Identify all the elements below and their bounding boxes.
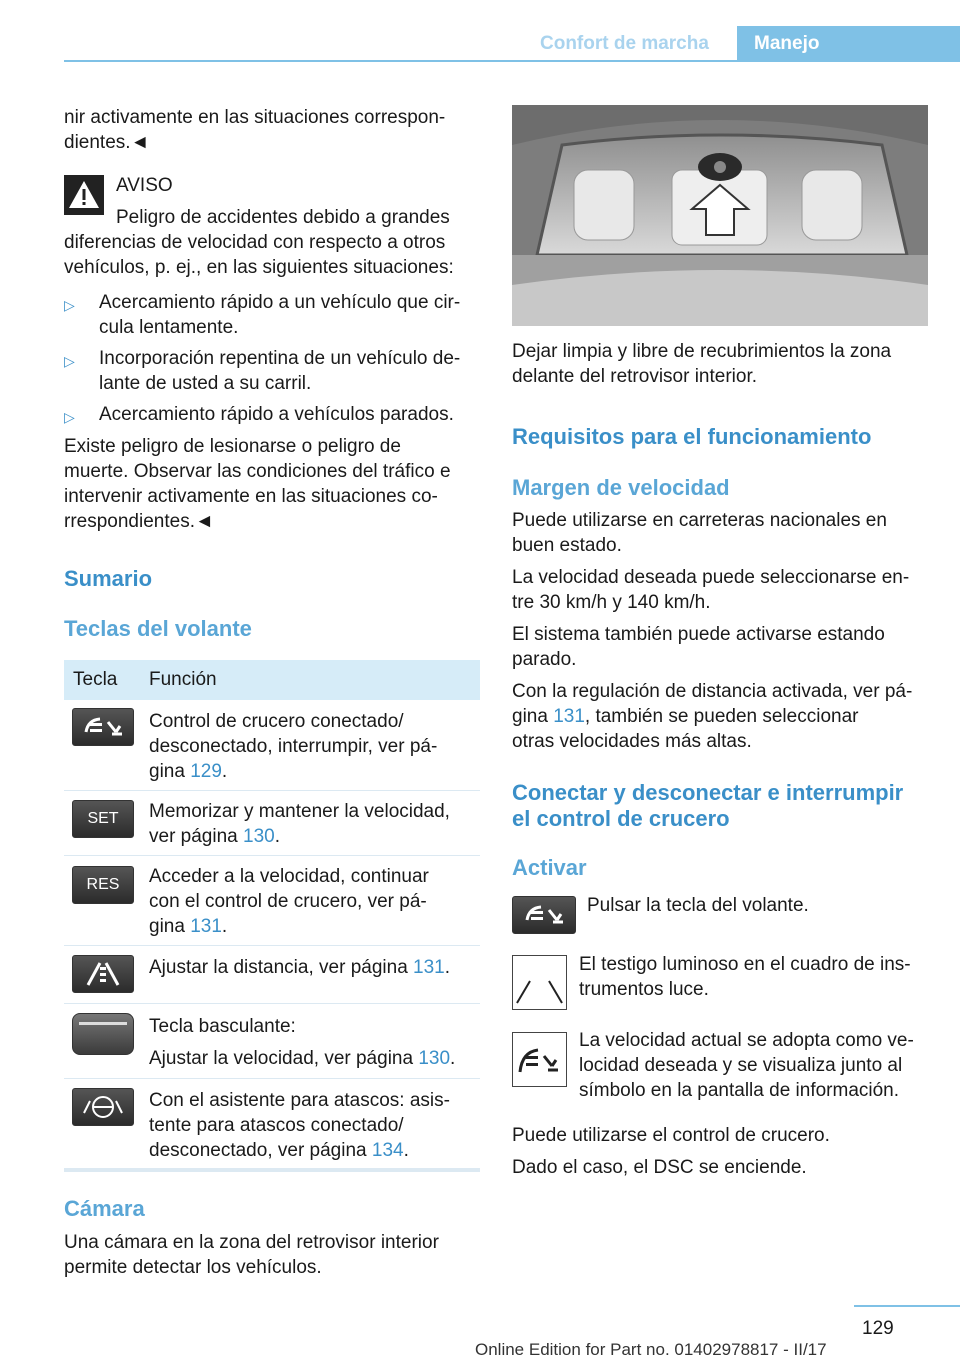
list-item — [64, 290, 482, 340]
danger-text — [64, 434, 484, 534]
indicator-lamp-icon — [512, 955, 567, 1010]
table-cell-text: con el control de crucero, ver pá‐ — [149, 891, 427, 912]
table-cell-text: . — [274, 826, 280, 847]
activar-step-1: Pulsar la tecla del volante. — [587, 895, 809, 916]
camara-line: permite detectar los vehículos. — [64, 1257, 322, 1278]
text-line: El sistema también puede activarse estando — [512, 624, 885, 645]
row-divider — [64, 945, 480, 946]
page-link[interactable]: 131 — [413, 957, 445, 978]
table-cell-text: Control de crucero conectado/ — [149, 711, 404, 732]
traffic-jam-assistant-key-icon — [72, 1088, 134, 1126]
header-chapter-tab[interactable]: Manejo — [737, 26, 960, 61]
table-row — [149, 955, 474, 980]
table-cell-text: Con el asistente para atascos: asis‐ — [149, 1090, 450, 1111]
page-link[interactable]: 131 — [553, 706, 585, 727]
distance-key-icon — [72, 955, 134, 993]
table-cell-text: . — [444, 957, 451, 978]
table-row — [149, 864, 474, 939]
table-row — [149, 1014, 474, 1071]
table-cell-text: Memorizar y mantener la velocidad, — [149, 801, 450, 822]
rocker-switch-icon — [72, 1013, 134, 1055]
activar-step-2 — [579, 952, 934, 1002]
footer-rule — [854, 1305, 960, 1307]
list-item-text: Acercamiento rápido a un vehículo que cir‐ — [99, 292, 461, 313]
heading-camara: Cámara — [64, 1196, 145, 1221]
heading-teclas: Teclas del volante — [64, 616, 252, 641]
set-key: SET — [72, 800, 134, 838]
table-bottom-rule — [64, 1168, 480, 1172]
intro-line: nir activamente en las situaciones correspon‐ — [64, 107, 446, 128]
rear-window-camera-photo — [512, 105, 928, 326]
table-cell-text: . — [403, 1140, 409, 1161]
caption-line: delante del retrovisor interior. — [512, 366, 758, 387]
table-cell-text: ver página — [149, 826, 244, 847]
table-row — [149, 799, 474, 849]
table-cell-text: desconectado, ver página — [149, 1140, 372, 1161]
heading-activar: Activar — [512, 855, 587, 880]
table-cell-text: gina — [149, 916, 191, 937]
warning-icon — [64, 175, 104, 215]
list-item — [64, 346, 482, 396]
heading-conectar — [512, 780, 932, 832]
list-item — [64, 402, 482, 427]
page-link[interactable]: 134 — [371, 1140, 404, 1161]
text-line: otras velocidades más altas. — [512, 731, 752, 752]
danger-line: muerte. Observar las condiciones del tráfico e — [64, 461, 451, 482]
text-line: , también se pueden seleccionar — [584, 706, 859, 727]
text-line: buen estado. — [512, 535, 622, 556]
table-row — [149, 1088, 474, 1163]
table-row — [149, 709, 474, 784]
warning-line: vehículos, p. ej., en las siguientes situaciones: — [64, 257, 454, 278]
text-line: parado. — [512, 649, 577, 670]
row-divider — [64, 855, 480, 856]
text-line: gina — [512, 706, 554, 727]
text-line: La velocidad deseada puede seleccionarse en‐ — [512, 567, 910, 588]
table-cell-text: desconectado, interrumpir, ver pá‐ — [149, 736, 438, 757]
table-cell-text: Tecla basculante: — [149, 1016, 296, 1037]
table-cell-text: tente para atascos conectado/ — [149, 1115, 404, 1136]
table-cell-text: Ajustar la velocidad, ver página — [149, 1048, 419, 1069]
heading-line: Conectar y desconectar e interrumpir — [512, 780, 904, 805]
text-line: Con la regulación de distancia activada, ver pá‐ — [512, 681, 913, 702]
res-key: RES — [72, 866, 134, 904]
heading-margen: Margen de velocidad — [512, 475, 730, 500]
camara-line: Una cámara en la zona del retrovisor interior — [64, 1232, 439, 1253]
table-cell-text: Ajustar la distancia, ver página — [149, 957, 414, 978]
danger-line: intervenir activamente en las situaciones co‐ — [64, 486, 438, 507]
bullet-triangle-icon: ▷ — [64, 409, 75, 425]
heading-requisitos: Requisitos para el funcionamiento — [512, 424, 872, 449]
list-item-text: Acercamiento rápido a vehículos parados. — [99, 404, 454, 425]
table-cell-text: Acceder a la velocidad, continuar — [149, 866, 429, 887]
text-line: El testigo luminoso en el cuadro de ins‐ — [579, 954, 911, 975]
list-item-text: Incorporación repentina de un vehículo de‐ — [99, 348, 461, 369]
text-line: Dado el caso, el DSC se enciende. — [512, 1157, 807, 1178]
heading-sumario: Sumario — [64, 566, 153, 591]
text-line: Puede utilizarse el control de crucero. — [512, 1125, 830, 1146]
list-item-text: cula lentamente. — [99, 317, 239, 338]
photo-caption — [512, 339, 932, 389]
activar-result — [512, 1123, 932, 1180]
warning-line: diferencias de velocidad con respecto a otros — [64, 232, 446, 253]
text-line: trumentos luce. — [579, 979, 709, 1000]
cruise-control-display-icon — [512, 1032, 567, 1087]
heading-line: el control de crucero — [512, 806, 730, 831]
cruise-control-key-icon — [512, 896, 576, 934]
intro-line: dientes.◄ — [64, 132, 150, 153]
header-section-title: Confort de marcha — [540, 33, 709, 54]
page-link[interactable]: 129 — [190, 761, 222, 782]
caption-line: Dejar limpia y libre de recubrimientos la zona — [512, 341, 892, 362]
table-header-cell: Tecla — [73, 669, 118, 690]
header-rule — [64, 60, 960, 62]
list-item-text: lante de usted a su carril. — [99, 373, 312, 394]
margen-text — [512, 508, 932, 754]
table-header-cell: Función — [149, 669, 217, 690]
table-cell-text: . — [450, 1048, 456, 1069]
table-cell-text: . — [221, 916, 228, 937]
warning-title: AVISO — [116, 175, 173, 196]
bullet-triangle-icon: ▷ — [64, 353, 75, 369]
page-link[interactable]: 131 — [190, 916, 222, 937]
edition-info: Online Edition for Part no. 01402978817 - II/17 — [475, 1340, 827, 1359]
table-cell-text: . — [221, 761, 228, 782]
text-line: tre 30 km/h y 140 km/h. — [512, 592, 711, 613]
bullet-triangle-icon: ▷ — [64, 297, 75, 313]
danger-line: Existe peligro de lesionarse o peligro de — [64, 436, 401, 457]
row-divider — [64, 790, 480, 791]
text-line: símbolo en la pantalla de información. — [579, 1080, 900, 1101]
text-line: La velocidad actual se adopta como ve‐ — [579, 1030, 914, 1051]
camara-text — [64, 1230, 484, 1280]
table-header — [64, 660, 480, 700]
page-link[interactable]: 130 — [243, 826, 275, 847]
text-line: Puede utilizarse en carreteras nacionales en — [512, 510, 887, 531]
cruise-control-key-icon — [72, 708, 134, 746]
warning-line: Peligro de accidentes debido a grandes — [116, 207, 450, 228]
row-divider — [64, 1003, 480, 1004]
page-number: 129 — [862, 1318, 894, 1339]
table-cell-text: gina — [149, 761, 191, 782]
row-divider — [64, 1078, 480, 1079]
page-link[interactable]: 130 — [418, 1048, 451, 1069]
text-line: locidad deseada y se visualiza junto al — [579, 1055, 903, 1076]
activar-step-3 — [579, 1028, 934, 1103]
intro-text — [64, 105, 484, 155]
danger-line: rrespondientes.◄ — [64, 511, 214, 532]
